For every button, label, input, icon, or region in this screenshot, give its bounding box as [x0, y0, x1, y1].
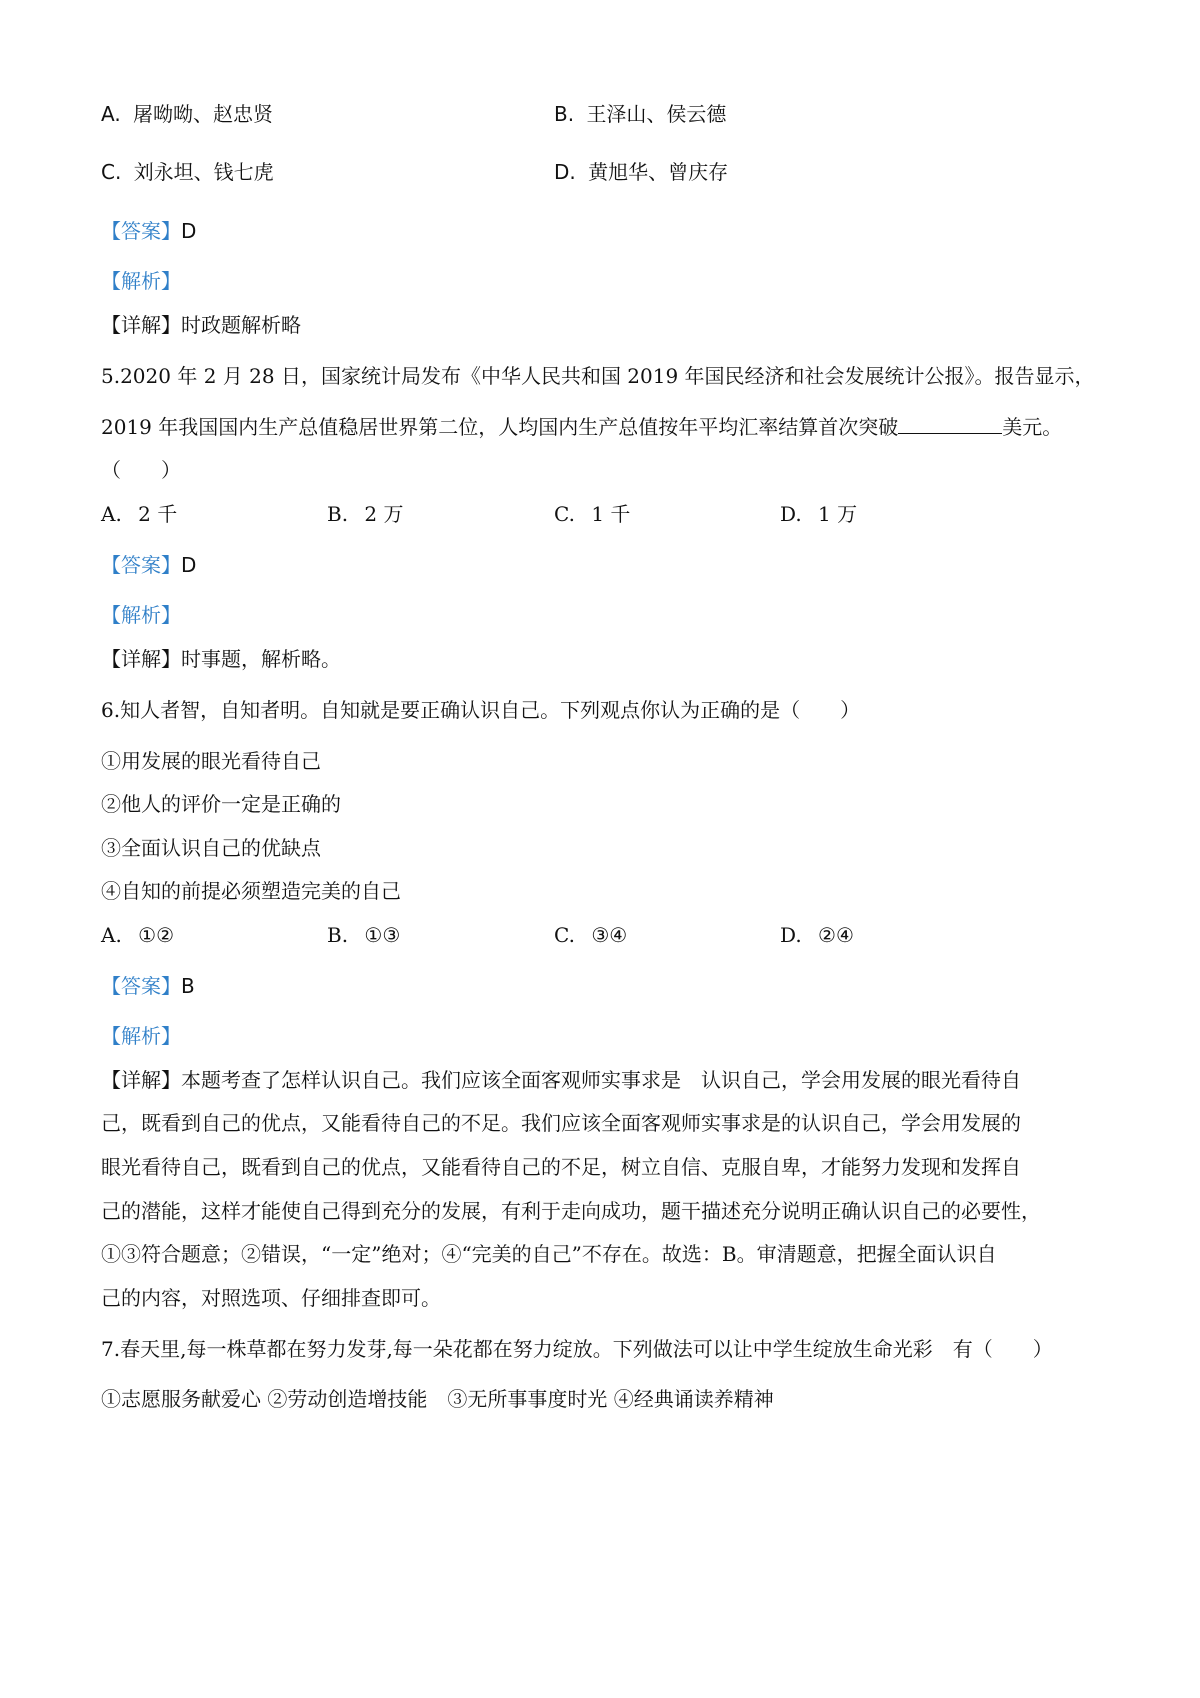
answer-value: D: [181, 553, 197, 577]
q5-stem-line-1: 5.2020 年 2 月 28 日，国家统计局发布《中华人民共和国 2019 年国民经济和社会发展统计公报》。报告显示，: [101, 364, 1095, 388]
q5-option-b: [327, 500, 404, 528]
q5-detail: [101, 645, 341, 673]
q4-answer: [101, 217, 196, 245]
q6-detail-line-4: 己的潜能，这样才能使自己得到充分的发展，有利于走向成功，题干描述充分说明正确认识自己的必要性，: [101, 1199, 1041, 1223]
detail-tag: 【详解】: [101, 313, 181, 337]
q5-option-d: [780, 500, 857, 528]
option-text: 2 千: [138, 502, 178, 526]
option-text: 1 万: [818, 502, 858, 526]
option-text: 2 万: [364, 502, 404, 526]
analysis-tag: 【解析】: [101, 603, 181, 627]
q5-paren: （ ）: [101, 458, 181, 482]
q5-analysis: [101, 601, 181, 629]
option-label: D.: [780, 923, 802, 947]
q6-statement-2: ②他人的评价一定是正确的: [101, 792, 341, 816]
option-text: ①②: [138, 923, 175, 947]
q6-detail-line-3: 眼光看待自己，既看到自己的优点，又能看待自己的不足，树立自信、克服自卑，才能努力发现和发挥自: [101, 1155, 1021, 1179]
option-label: B.: [327, 502, 349, 526]
option-text: 黄旭华、曾庆存: [588, 160, 729, 184]
option-text: ③④: [591, 923, 628, 947]
answer-value: B: [181, 974, 195, 998]
q6-detail-line-1: [101, 1066, 1021, 1094]
q4-detail: [101, 311, 301, 339]
option-label: C.: [101, 160, 122, 184]
q5-stem-unit: 美元。: [1002, 415, 1063, 439]
q6-statement-1: ①用发展的眼光看待自己: [101, 749, 321, 773]
q7-stem: 7.春天里,每一株草都在努力发芽,每一朵花都在努力绽放。下列做法可以让中学生绽放生命光彩 有（ ）: [101, 1337, 1053, 1361]
analysis-tag: 【解析】: [101, 269, 181, 293]
detail-tag: 【详解】: [101, 1068, 181, 1092]
q6-statement-3: ③全面认识自己的优缺点: [101, 836, 321, 860]
option-text: 刘永坦、钱七虎: [133, 160, 274, 184]
q6-option-d: [780, 921, 854, 949]
q5-answer: [101, 551, 196, 579]
q6-detail-line-2: 己，既看到自己的优点，又能看待自己的不足。我们应该全面客观师实事求是的认识自己，学会用发展的: [101, 1111, 1021, 1135]
q4-option-c: [101, 158, 274, 186]
option-label: A.: [101, 923, 122, 947]
detail-text: 本题考查了怎样认识自己。我们应该全面客观师实事求是 认识自己，学会用发展的眼光看待自: [181, 1068, 1021, 1092]
detail-text: 时事题，解析略。: [181, 647, 341, 671]
option-label: A.: [101, 502, 122, 526]
q6-statement-4: ④自知的前提必须塑造完美的自己: [101, 879, 401, 903]
q6-option-b: [327, 921, 400, 949]
q4-option-a: [101, 100, 273, 128]
option-text: ②④: [818, 923, 854, 947]
detail-tag: 【详解】: [101, 647, 181, 671]
q4-option-d: [554, 158, 728, 186]
answer-tag: 【答案】: [101, 974, 181, 998]
analysis-tag: 【解析】: [101, 1024, 181, 1048]
q5-option-c: [554, 500, 630, 528]
q7-statements: ①志愿服务献爱心 ②劳动创造增技能 ③无所事事度时光 ④经典诵读养精神: [101, 1387, 774, 1411]
q4-analysis: [101, 267, 181, 295]
q6-option-c: [554, 921, 627, 949]
option-label: A.: [101, 102, 121, 126]
q6-answer: [101, 972, 195, 1000]
q6-analysis: [101, 1022, 181, 1050]
option-text: 屠呦呦、赵忠贤: [133, 102, 274, 126]
option-label: D.: [780, 502, 802, 526]
option-text: 1 千: [591, 502, 631, 526]
option-label: C.: [554, 923, 575, 947]
q4-option-b: [554, 100, 726, 128]
answer-value: D: [181, 219, 197, 243]
option-text: 王泽山、侯云德: [586, 102, 727, 126]
option-label: C.: [554, 502, 575, 526]
q6-detail-line-5: ①③符合题意；②错误，“一定”绝对；④“完美的自己”不存在。故选：B。审清题意，把握全面认识自: [101, 1242, 997, 1266]
q5-stem-line-2: [101, 413, 1062, 441]
answer-tag: 【答案】: [101, 553, 181, 577]
q6-stem: 6.知人者智，自知者明。自知就是要正确认识自己。下列观点你认为正确的是（ ）: [101, 698, 861, 722]
option-label: B.: [327, 923, 349, 947]
option-label: B.: [554, 102, 575, 126]
answer-tag: 【答案】: [101, 219, 181, 243]
q6-option-a: [101, 921, 174, 949]
option-text: ①③: [364, 923, 401, 947]
fill-blank: [898, 413, 1002, 434]
detail-text: 时政题解析略: [181, 313, 301, 337]
q6-detail-line-6: 己的内容，对照选项、仔细排查即可。: [101, 1286, 441, 1310]
option-label: D.: [554, 160, 576, 184]
q5-option-a: [101, 500, 177, 528]
q5-stem-text: 2019 年我国国内生产总值稳居世界第二位，人均国内生产总值按年平均汇率结算首次突破: [101, 415, 899, 439]
